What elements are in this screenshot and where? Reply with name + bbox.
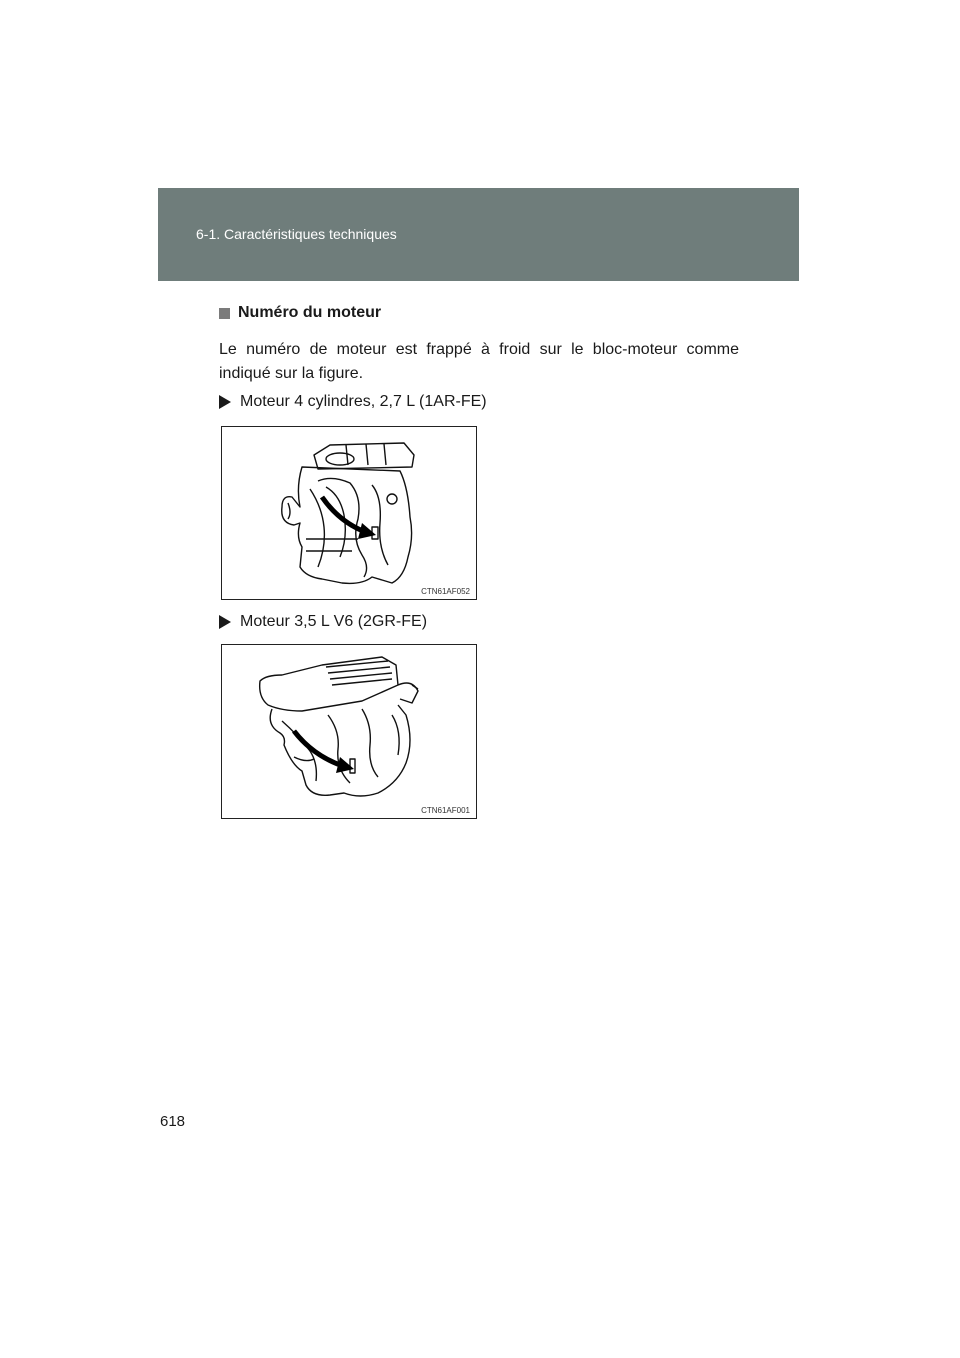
- section-title: [219, 304, 381, 322]
- triangle-right-icon: [219, 395, 231, 409]
- engine-figure-1: [221, 426, 477, 600]
- section-header-text: 6-1. Caractéristiques techniques: [196, 226, 397, 242]
- engine-item-2: [219, 613, 427, 631]
- engine-2gr-illustration: [222, 645, 476, 818]
- engine-item-1-label: Moteur 4 cylindres, 2,7 L (1AR-FE): [240, 393, 487, 410]
- engine-1ar-illustration: [222, 427, 476, 599]
- intro-paragraph: Le numéro de moteur est frappé à froid sur le bloc-moteur comme indiqué sur la figure.: [219, 341, 739, 382]
- header-band: [158, 188, 799, 281]
- triangle-right-icon: [219, 615, 231, 629]
- square-bullet-icon: [219, 308, 230, 319]
- figure-code-2: CTN61AF001: [421, 806, 470, 815]
- figure-code-1: CTN61AF052: [421, 587, 470, 596]
- page-number: 618: [160, 1113, 186, 1130]
- engine-item-2-label: Moteur 3,5 L V6 (2GR-FE): [240, 613, 428, 630]
- engine-figure-2: [221, 644, 477, 819]
- section-title-text: Numéro du moteur: [238, 304, 382, 321]
- engine-item-1: [219, 393, 487, 411]
